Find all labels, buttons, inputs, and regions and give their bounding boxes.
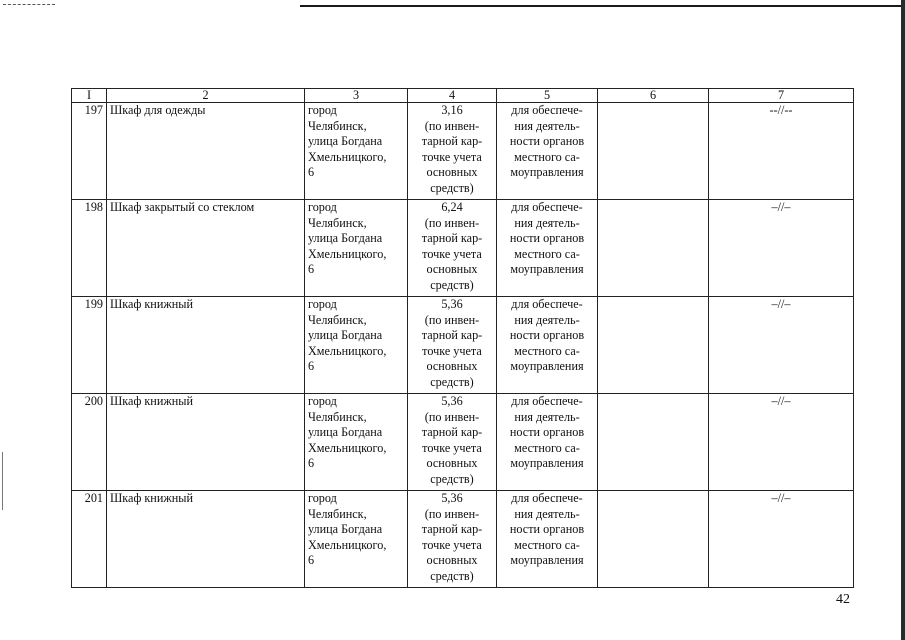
item-column-6 — [598, 491, 709, 588]
item-address — [305, 103, 408, 200]
column-header-3: 3 — [305, 89, 408, 103]
property-registry-table — [71, 88, 854, 588]
item-cost-line: основных — [426, 165, 478, 179]
item-purpose-line: местного са- — [514, 440, 580, 455]
item-address-line: Хмельницкого, — [308, 149, 387, 164]
table-body — [72, 89, 854, 588]
item-cost-line: тарной кар- — [421, 425, 483, 439]
item-cost-line: тарной кар- — [421, 328, 483, 342]
row-number: 197 — [72, 103, 107, 200]
item-purpose-line: моуправления — [510, 456, 584, 470]
item-address — [305, 297, 408, 394]
item-address-line: Челябинск, — [308, 312, 367, 327]
item-purpose-line: моуправления — [510, 165, 584, 179]
item-address-line: город — [308, 394, 337, 408]
table-row — [72, 394, 854, 491]
item-cost-line: (по инвен- — [424, 506, 480, 521]
item-cost — [408, 200, 497, 297]
item-purpose-line: местного са- — [514, 537, 580, 552]
column-header-1: I — [72, 89, 107, 103]
item-address-line: Челябинск, — [308, 118, 367, 133]
item-address-line: город — [308, 200, 337, 214]
item-cost-line: точке учета — [422, 537, 482, 552]
item-purpose-line: моуправления — [510, 262, 584, 276]
item-purpose-line: моуправления — [510, 359, 584, 373]
column-header-5: 5 — [497, 89, 598, 103]
item-cost-line: 3,16 — [441, 103, 463, 117]
item-cost-line: тарной кар- — [421, 231, 483, 245]
item-address-line: город — [308, 103, 337, 117]
item-name: Шкаф книжный — [107, 394, 305, 491]
item-name: Шкаф для одежды — [107, 103, 305, 200]
item-cost-line: основных — [426, 359, 478, 373]
item-address-line: 6 — [308, 456, 315, 470]
item-purpose-line: местного са- — [514, 149, 580, 164]
item-address-line: Хмельницкого, — [308, 246, 387, 261]
row-number: 200 — [72, 394, 107, 491]
page-number: 42 — [836, 592, 850, 607]
item-purpose-line: ности органов — [509, 425, 585, 439]
item-address-line: 6 — [308, 262, 315, 276]
item-cost-line: средств) — [430, 471, 474, 486]
item-cost-line: средств) — [430, 180, 474, 195]
row-number: 199 — [72, 297, 107, 394]
item-address-line: улица Богдана — [308, 328, 383, 342]
table-row — [72, 103, 854, 200]
item-purpose-line: ности органов — [509, 328, 585, 342]
item-cost-line: точке учета — [422, 246, 482, 261]
item-note: –//– — [709, 200, 854, 297]
item-purpose-line: моуправления — [510, 553, 584, 567]
item-address-line: Хмельницкого, — [308, 440, 387, 455]
item-purpose-line: местного са- — [514, 246, 580, 261]
item-cost-line: (по инвен- — [424, 215, 480, 230]
item-purpose-line: ности органов — [509, 522, 585, 536]
column-header-2: 2 — [107, 89, 305, 103]
item-address-line: улица Богдана — [308, 134, 383, 148]
table-header-row — [72, 89, 854, 103]
item-cost-line: (по инвен- — [424, 118, 480, 133]
item-cost-line: точке учета — [422, 440, 482, 455]
item-purpose-line: для обеспече- — [511, 103, 583, 117]
item-name: Шкаф книжный — [107, 491, 305, 588]
item-address — [305, 394, 408, 491]
item-purpose-line: ности органов — [509, 134, 585, 148]
item-purpose-line: ния деятель- — [514, 312, 580, 327]
item-note: –//– — [709, 297, 854, 394]
item-purpose-line: для обеспече- — [511, 491, 583, 505]
item-address-line: Хмельницкого, — [308, 537, 387, 552]
item-cost-line: тарной кар- — [421, 134, 483, 148]
table-row — [72, 200, 854, 297]
row-number: 201 — [72, 491, 107, 588]
scan-artifact-dash — [3, 4, 55, 5]
item-address-line: Челябинск, — [308, 506, 367, 521]
row-number: 198 — [72, 200, 107, 297]
item-cost-line: точке учета — [422, 343, 482, 358]
item-purpose — [497, 297, 598, 394]
item-purpose — [497, 103, 598, 200]
item-cost-line: (по инвен- — [424, 312, 480, 327]
item-cost-line: основных — [426, 262, 478, 276]
item-cost-line: 5,36 — [441, 394, 463, 408]
column-header-6: 6 — [598, 89, 709, 103]
item-name: Шкаф книжный — [107, 297, 305, 394]
item-column-6 — [598, 103, 709, 200]
item-address-line: город — [308, 491, 337, 505]
item-column-6 — [598, 200, 709, 297]
scan-artifact-top-line — [300, 5, 905, 7]
item-cost-line: (по инвен- — [424, 409, 480, 424]
scan-artifact-left-mark — [2, 452, 3, 510]
item-name: Шкаф закрытый со стеклом — [107, 200, 305, 297]
item-address-line: 6 — [308, 165, 315, 179]
item-address-line: Челябинск, — [308, 409, 367, 424]
item-cost — [408, 103, 497, 200]
item-purpose-line: ния деятель- — [514, 506, 580, 521]
item-note: –//– — [709, 491, 854, 588]
item-cost-line: 5,36 — [441, 491, 463, 505]
item-address-line: 6 — [308, 359, 315, 373]
item-column-6 — [598, 297, 709, 394]
item-purpose-line: ния деятель- — [514, 215, 580, 230]
item-purpose-line: ности органов — [509, 231, 585, 245]
item-cost-line: основных — [426, 553, 478, 567]
item-note: –//– — [709, 394, 854, 491]
scan-artifact-right-edge — [901, 0, 905, 640]
item-address-line: город — [308, 297, 337, 311]
item-address-line: Челябинск, — [308, 215, 367, 230]
item-cost-line: 5,36 — [441, 297, 463, 311]
item-cost-line: средств) — [430, 374, 474, 389]
item-address-line: 6 — [308, 553, 315, 567]
table-row — [72, 297, 854, 394]
item-note: --//-- — [709, 103, 854, 200]
item-cost-line: основных — [426, 456, 478, 470]
item-cost — [408, 297, 497, 394]
item-purpose-line: ния деятель- — [514, 409, 580, 424]
item-address-line: Хмельницкого, — [308, 343, 387, 358]
item-purpose — [497, 200, 598, 297]
item-purpose-line: ния деятель- — [514, 118, 580, 133]
item-purpose-line: для обеспече- — [511, 394, 583, 408]
table-row — [72, 491, 854, 588]
item-address — [305, 491, 408, 588]
column-header-7: 7 — [709, 89, 854, 103]
column-header-4: 4 — [408, 89, 497, 103]
item-cost-line: точке учета — [422, 149, 482, 164]
item-cost-line: средств) — [430, 277, 474, 292]
item-purpose — [497, 491, 598, 588]
item-purpose-line: местного са- — [514, 343, 580, 358]
item-cost-line: средств) — [430, 568, 474, 583]
item-cost-line: тарной кар- — [421, 522, 483, 536]
item-column-6 — [598, 394, 709, 491]
item-cost — [408, 491, 497, 588]
item-cost — [408, 394, 497, 491]
item-cost-line: 6,24 — [441, 200, 463, 214]
item-address — [305, 200, 408, 297]
item-address-line: улица Богдана — [308, 425, 383, 439]
item-address-line: улица Богдана — [308, 522, 383, 536]
item-address-line: улица Богдана — [308, 231, 383, 245]
item-purpose — [497, 394, 598, 491]
item-purpose-line: для обеспече- — [511, 297, 583, 311]
item-purpose-line: для обеспече- — [511, 200, 583, 214]
